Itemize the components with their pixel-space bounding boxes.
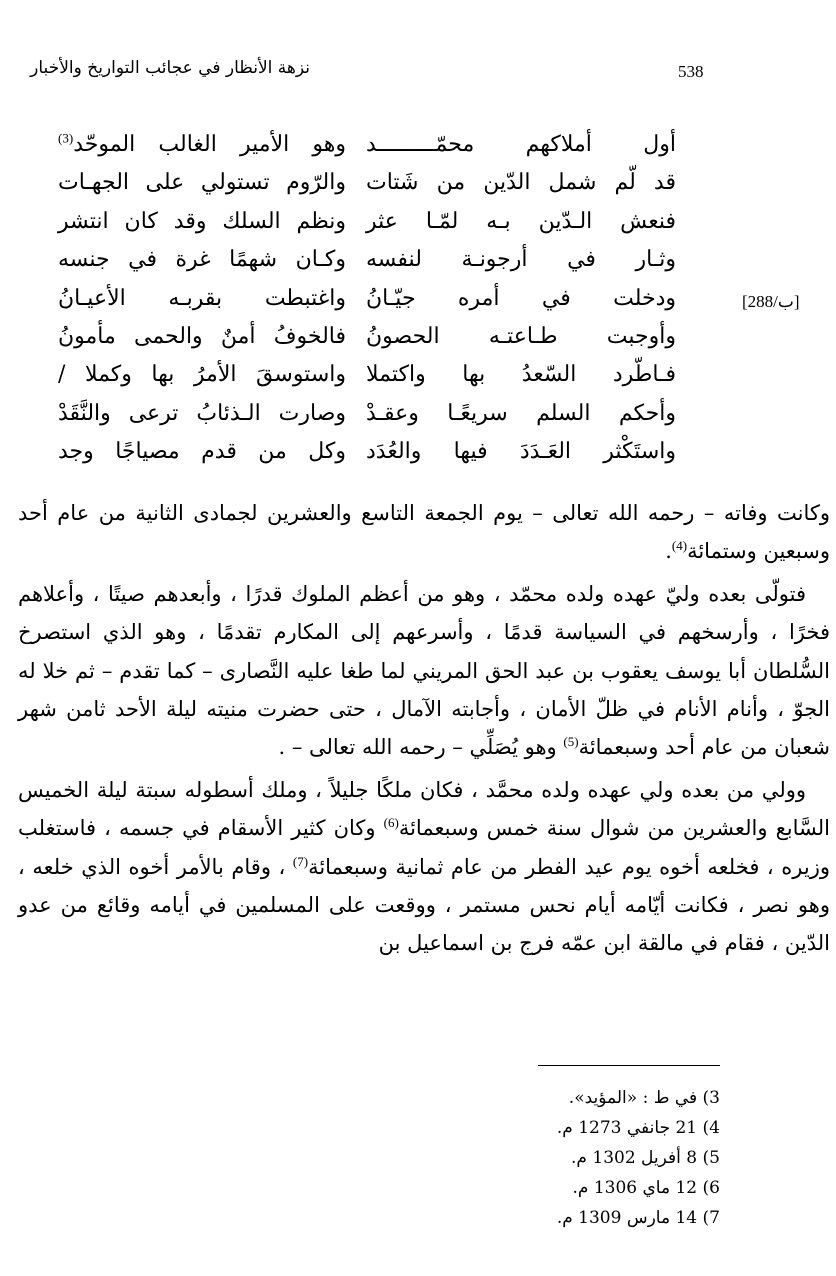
verse-text: والرّوم تستولي على الجهـات	[58, 170, 346, 196]
footnote-reference[interactable]: (7)	[292, 853, 309, 869]
verse-text: وهو الأمير الغالب الموحّد	[73, 132, 346, 157]
verse-second-hemistich	[58, 433, 346, 471]
footnote-reference[interactable]: (3)	[58, 130, 74, 146]
footnotes	[420, 1083, 720, 1233]
footnote-separator	[538, 1065, 720, 1066]
running-title: نزهة الأنظار في عجائب التواريخ والأخبار	[30, 58, 310, 78]
footnote-reference[interactable]: (6)	[383, 815, 399, 831]
footnote: 5) 8 أفريل 1302 م.	[571, 1148, 720, 1168]
verse-first-hemistich: ودخلت في أمره جيّـانُ	[366, 285, 676, 311]
verse-first-hemistich: فـاطّرد السّعدُ بها واكتملا	[366, 362, 676, 388]
verse-text: وكل من قدم مصياجًا وجد	[58, 439, 346, 465]
verse-text: ونظم السلك وقد كان انتشر	[58, 208, 346, 234]
verse-first-hemistich: فنعش الـدّين بـه لمّـا عثر	[366, 208, 676, 234]
footnote: 7) 14 مارس 1309 م.	[556, 1208, 720, 1228]
verse-first-hemistich: وأوجبت طـاعتـه الحصونُ	[366, 323, 676, 349]
paragraph	[18, 575, 830, 767]
poem-verse	[0, 356, 836, 394]
verse-second-hemistich	[58, 318, 346, 356]
verse-text: وكـان شهمًا غرة في جنسه	[58, 247, 346, 273]
verse-text: وصارت الـذئابُ ترعى والنَّقَدْ	[58, 400, 346, 426]
paragraph-text: .	[665, 539, 672, 564]
verse-first-hemistich: أول أملاكهم محمّـــــــــد	[366, 132, 676, 157]
page-number: 538	[678, 62, 704, 81]
paragraph	[18, 494, 830, 571]
poem-verse	[0, 395, 836, 433]
poem-verse	[0, 241, 836, 279]
verse-first-hemistich: قد لّم شمل الدّين من شَتات	[366, 170, 676, 196]
poem-verse	[0, 280, 836, 318]
verse-second-hemistich	[58, 356, 346, 394]
verse-first-hemistich: واستَكْثر العَـدَدَ فيها والعُدَد	[366, 439, 676, 465]
poem	[0, 126, 836, 472]
verse-second-hemistich	[58, 203, 346, 241]
verse-second-hemistich	[58, 280, 346, 318]
verse-second-hemistich	[58, 126, 346, 164]
verse-first-hemistich: وأحكم السلم سريعًـا وعقـدْ	[366, 400, 676, 426]
poem-verse	[0, 433, 836, 471]
footnote: 4) 21 جانفي 1273 م.	[556, 1118, 720, 1138]
verse-first-hemistich: وثـار في أرجونـة لنفسه	[366, 247, 676, 273]
paragraph-text: وولي من بعده ولي عهده ولده محمَّد ، فكان ملكًا جليلاً ، وملك أسطوله سبتة ليلة الخميس السَّابع والعشرين من شوال سنة خمس وسبعمائة	[18, 777, 830, 841]
paragraph-text: ، وقام بالأمر أخوه الذي خلعه ، وهو نصر ، فكانت أيّامه أيام نحس مستمر ، ووقعت على المسلمين في أيامه وقائع من عدو الدّين ، فقام في مالقة ابن عمّه فرج بن اسماعيل بن	[18, 854, 830, 956]
paragraph-text: فتولّى بعده وليّ عهده ولده محمّد ، وهو من أعظم الملوك قدرًا ، وأبعدهم صيتًا ، وأعلاهم فخرًا ، وأرسخهم في السياسة قدمًا ، وأسرعهم إلى المكارم تقدمًا ، وهو الذي استصرخ السُّلطان أبا يوسف يعقوب بن عبد الحق المريني لما طغا عليه النَّصارى – كما تقدم – ثم خلا له الجوّ ، وأنام الأنام في ظلّ الأمان ، وأجابته الآمال ، حتى حضرت منيته ليلة الأحد ثامن شهر شعبان من عام أحد وسبعمائة	[18, 581, 830, 760]
verse-text: فالخوفُ أمنٌ والحمى مأمونُ	[58, 323, 346, 349]
footnote: 3) في ط : «المؤيد».	[568, 1088, 720, 1108]
poem-verse	[0, 203, 836, 241]
paragraph-text: وهو يُصَلِّي – رحمه الله تعالى – .	[278, 735, 564, 760]
footnote-reference[interactable]: (5)	[563, 734, 579, 750]
verse-second-hemistich	[58, 241, 346, 279]
paragraph-text: وكان كثير الأسقام في جسمه ، فاستغلب وزيره ، فخلعه أخوه يوم عيد الفطر من عام ثمانية وسبعمائة	[18, 816, 830, 879]
footnote-reference[interactable]: (4)	[671, 538, 688, 554]
manuscript-folio-marker: [288/ب]	[742, 292, 800, 311]
paragraph	[18, 771, 830, 963]
verse-second-hemistich	[58, 164, 346, 202]
verse-text: واستوسقَ الأمرُ بها وكملا /	[58, 362, 346, 388]
verse-second-hemistich	[58, 395, 346, 433]
poem-verse	[0, 164, 836, 202]
paragraph-text: وكانت وفاته – رحمه الله تعالى – يوم الجمعة التاسع والعشرين لجمادى الثانية من عام أحد وسبعين وستمائة	[18, 501, 830, 564]
footnote: 6) 12 ماي 1306 م.	[572, 1178, 720, 1198]
verse-text: واغتبطت بقربـه الأعيـانُ	[58, 285, 346, 311]
poem-verse	[0, 318, 836, 356]
poem-verse	[0, 126, 836, 164]
prose-body	[18, 494, 830, 967]
